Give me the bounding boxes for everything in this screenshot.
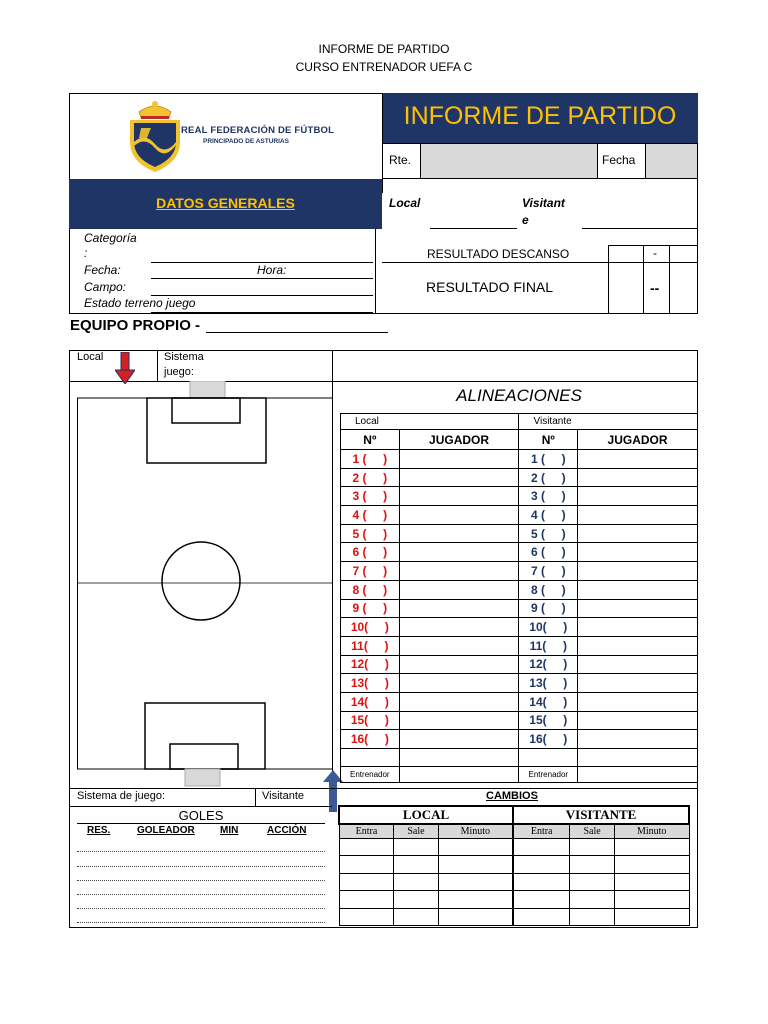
- lineup-row: [341, 487, 698, 506]
- blank-cell[interactable]: [578, 749, 698, 767]
- local-number: 9 ( ): [341, 599, 400, 618]
- datos-generales-title: DATOS GENERALES: [156, 195, 295, 211]
- cambios-cell[interactable]: [614, 908, 689, 926]
- cambios-row: [339, 891, 689, 909]
- local-number: 12( ): [341, 655, 400, 674]
- visit-player-cell[interactable]: [578, 618, 698, 637]
- local-player-cell[interactable]: [399, 562, 519, 581]
- visit-number: 13( ): [519, 674, 578, 693]
- local-number: 11( ): [341, 636, 400, 655]
- fecha-field-label: Fecha:: [84, 263, 121, 277]
- lineup-row: [341, 468, 698, 487]
- entrenador-row: [341, 767, 698, 783]
- visit-player-cell[interactable]: [578, 450, 698, 469]
- descanso-separator: -: [653, 246, 657, 260]
- goles-title: GOLES: [178, 808, 224, 823]
- cambios-col-minuto: Minuto: [438, 824, 513, 838]
- local-player-cell[interactable]: [399, 468, 519, 487]
- doc-header-line1: INFORME DE PARTIDO: [318, 42, 450, 56]
- entrenador-label: Entrenador: [519, 767, 578, 783]
- visit-player-cell[interactable]: [578, 599, 698, 618]
- hora-field-label: Hora:: [257, 263, 287, 277]
- alineaciones-title: ALINEACIONES: [456, 386, 582, 405]
- visit-number: 8 ( ): [519, 580, 578, 599]
- lineup-row: [341, 674, 698, 693]
- cambios-cell[interactable]: [614, 873, 689, 891]
- visit-number: 1 ( ): [519, 450, 578, 469]
- lineup-row: [341, 524, 698, 543]
- cambios-cell[interactable]: [513, 838, 570, 856]
- cambios-cell[interactable]: [570, 908, 615, 926]
- visit-player-cell[interactable]: [578, 468, 698, 487]
- local-team-label: Local: [389, 196, 421, 210]
- visit-player-cell[interactable]: [578, 711, 698, 730]
- local-number: 6 ( ): [341, 543, 400, 562]
- cambios-cell[interactable]: [614, 856, 689, 874]
- visit-number: 12( ): [519, 655, 578, 674]
- local-number: 14( ): [341, 692, 400, 711]
- cambios-col-entra: Entra: [339, 824, 394, 838]
- visit-number: 2 ( ): [519, 468, 578, 487]
- cambios-cell[interactable]: [394, 856, 438, 874]
- doc-header-line2: CURSO ENTRENADOR UEFA C: [295, 60, 473, 74]
- report-title: INFORME DE PARTIDO: [403, 102, 677, 130]
- lineup-row: [341, 730, 698, 749]
- visit-player-cell[interactable]: [578, 655, 698, 674]
- cambios-cell[interactable]: [438, 838, 513, 856]
- lineup-row: [341, 562, 698, 581]
- cambios-row: [339, 856, 689, 874]
- resultado-final-label: RESULTADO FINAL: [426, 279, 554, 295]
- local-player-cell[interactable]: [399, 692, 519, 711]
- lineup-row: [341, 655, 698, 674]
- cambios-cell[interactable]: [394, 891, 438, 909]
- football-pitch: [77, 381, 333, 787]
- cambios-col-sale: Sale: [570, 824, 615, 838]
- local-player-cell[interactable]: [399, 450, 519, 469]
- cambios-row: [339, 908, 689, 926]
- local-player-cell[interactable]: [399, 543, 519, 562]
- local-player-cell[interactable]: [399, 618, 519, 637]
- visit-number: 14( ): [519, 692, 578, 711]
- visit-player-cell[interactable]: [578, 730, 698, 749]
- lineup-row: [341, 580, 698, 599]
- cambios-cell[interactable]: [513, 856, 570, 874]
- resultado-descanso-label: RESULTADO DESCANSO: [427, 247, 570, 261]
- goles-col-goleador: GOLEADOR: [137, 825, 195, 836]
- cambios-col-entra: Entra: [513, 824, 570, 838]
- visit-player-header: JUGADOR: [578, 430, 698, 450]
- local-player-cell[interactable]: [399, 599, 519, 618]
- local-number: 10( ): [341, 618, 400, 637]
- local-number: 7 ( ): [341, 562, 400, 581]
- cambios-cell[interactable]: [438, 856, 513, 874]
- visit-number: 4 ( ): [519, 506, 578, 525]
- cambios-cell[interactable]: [394, 838, 438, 856]
- cambios-cell[interactable]: [513, 873, 570, 891]
- cambios-cell[interactable]: [339, 908, 394, 926]
- cambios-cell[interactable]: [513, 908, 570, 926]
- fecha-field[interactable]: [646, 144, 697, 178]
- cambios-cell[interactable]: [394, 873, 438, 891]
- blank-cell[interactable]: [341, 749, 400, 767]
- federation-subtitle: PRINCIPADO DE ASTURIAS: [203, 138, 289, 145]
- final-separator: --: [650, 280, 660, 296]
- local-number: 3 ( ): [341, 487, 400, 506]
- cambios-cell[interactable]: [570, 873, 615, 891]
- cambios-cell[interactable]: [394, 908, 438, 926]
- lineup-blank-row: [341, 749, 698, 767]
- lineup-visitante-header: Visitante: [519, 414, 698, 430]
- cambios-row: [339, 838, 689, 856]
- rte-label: Rte.: [389, 153, 412, 167]
- entrenador-cell[interactable]: [578, 767, 698, 783]
- entrenador-label: Entrenador: [341, 767, 400, 783]
- categoria-label: Categoría: [84, 231, 137, 245]
- local-number: 8 ( ): [341, 580, 400, 599]
- lineup-row: [341, 599, 698, 618]
- lineup-row: [341, 618, 698, 637]
- local-player-header: JUGADOR: [399, 430, 519, 450]
- cambios-cell[interactable]: [570, 891, 615, 909]
- arrow-down-icon: [115, 352, 135, 389]
- cambios-title: CAMBIOS: [486, 790, 538, 802]
- local-player-cell[interactable]: [399, 674, 519, 693]
- cambios-col-minuto: Minuto: [614, 824, 689, 838]
- visit-number: 15( ): [519, 711, 578, 730]
- lineup-row: [341, 450, 698, 469]
- sistema-juego-label: Sistema de juego:: [77, 790, 166, 802]
- lineup-row: [341, 543, 698, 562]
- local-number: 13( ): [341, 674, 400, 693]
- cambios-cell[interactable]: [513, 891, 570, 909]
- cambios-cell[interactable]: [438, 891, 513, 909]
- cambios-col-sale: Sale: [394, 824, 438, 838]
- visit-number: 7 ( ): [519, 562, 578, 581]
- campo-field-label: Campo:: [84, 280, 127, 294]
- cambios-cell[interactable]: [614, 891, 689, 909]
- local-player-cell[interactable]: [399, 730, 519, 749]
- local-number: 15( ): [341, 711, 400, 730]
- cambios-cell[interactable]: [438, 908, 513, 926]
- cambios-table: [338, 805, 690, 926]
- visitante-team-label-a: Visitant: [522, 196, 565, 210]
- cambios-cell[interactable]: [570, 838, 615, 856]
- local-player-cell[interactable]: [399, 487, 519, 506]
- visit-number: 5 ( ): [519, 524, 578, 543]
- categoria-colon: :: [84, 246, 88, 260]
- visit-number: 3 ( ): [519, 487, 578, 506]
- lineup-row: [341, 692, 698, 711]
- cambios-cell[interactable]: [339, 838, 394, 856]
- visit-player-cell[interactable]: [578, 524, 698, 543]
- goles-col-accion: ACCIÓN: [267, 825, 307, 836]
- blank-cell[interactable]: [519, 749, 578, 767]
- local-num-header: Nº: [341, 430, 400, 450]
- visit-player-cell[interactable]: [578, 487, 698, 506]
- visitante-team-label-b: e: [522, 213, 529, 227]
- visit-number: 9 ( ): [519, 599, 578, 618]
- local-player-cell[interactable]: [399, 506, 519, 525]
- local-number: 16( ): [341, 730, 400, 749]
- visit-player-cell[interactable]: [578, 580, 698, 599]
- estado-terreno-label: Estado terreno juego: [84, 296, 196, 310]
- federation-crest-icon: [125, 98, 185, 174]
- visit-player-cell[interactable]: [578, 674, 698, 693]
- local-player-cell[interactable]: [399, 580, 519, 599]
- entrenador-cell[interactable]: [399, 767, 519, 783]
- visit-num-header: Nº: [519, 430, 578, 450]
- cambios-cell[interactable]: [570, 856, 615, 874]
- local-player-cell[interactable]: [399, 524, 519, 543]
- local-number: 5 ( ): [341, 524, 400, 543]
- visit-number: 10( ): [519, 618, 578, 637]
- local-number: 2 ( ): [341, 468, 400, 487]
- cambios-row: [339, 873, 689, 891]
- visit-player-cell[interactable]: [578, 692, 698, 711]
- local-player-cell[interactable]: [399, 655, 519, 674]
- federation-name: REAL FEDERACIÓN DE FÚTBOL: [181, 125, 335, 136]
- fecha-label: Fecha: [602, 153, 636, 167]
- local-player-cell[interactable]: [399, 636, 519, 655]
- lineup-table: [340, 413, 698, 783]
- lineup-local-header: Local: [341, 414, 519, 430]
- visit-number: 6 ( ): [519, 543, 578, 562]
- cambios-cell[interactable]: [614, 838, 689, 856]
- cambios-cell[interactable]: [339, 856, 394, 874]
- visit-number: 11( ): [519, 636, 578, 655]
- visit-player-cell[interactable]: [578, 506, 698, 525]
- cambios-visitante-header: VISITANTE: [513, 806, 689, 824]
- lineup-row: [341, 711, 698, 730]
- cambios-cell[interactable]: [438, 873, 513, 891]
- pitch-local-label: Local: [77, 351, 104, 363]
- visit-player-cell[interactable]: [578, 543, 698, 562]
- goles-col-min: MIN: [220, 825, 239, 836]
- visitante-bottom-label: Visitante: [262, 790, 304, 802]
- cambios-local-header: LOCAL: [339, 806, 513, 824]
- visit-number: 16( ): [519, 730, 578, 749]
- sistema-label-b: juego:: [164, 366, 194, 378]
- rte-field[interactable]: [420, 144, 597, 178]
- goles-col-res: RES.: [87, 825, 111, 836]
- lineup-row: [341, 636, 698, 655]
- local-player-cell[interactable]: [399, 711, 519, 730]
- cambios-cell[interactable]: [339, 873, 394, 891]
- blank-cell[interactable]: [399, 749, 519, 767]
- visit-player-cell[interactable]: [578, 636, 698, 655]
- lineup-row: [341, 506, 698, 525]
- cambios-cell[interactable]: [339, 891, 394, 909]
- local-number: 4 ( ): [341, 506, 400, 525]
- local-number: 1 ( ): [341, 450, 400, 469]
- visit-player-cell[interactable]: [578, 562, 698, 581]
- equipo-propio-label: EQUIPO PROPIO -: [70, 317, 201, 334]
- sistema-label-a: Sistema: [164, 351, 204, 363]
